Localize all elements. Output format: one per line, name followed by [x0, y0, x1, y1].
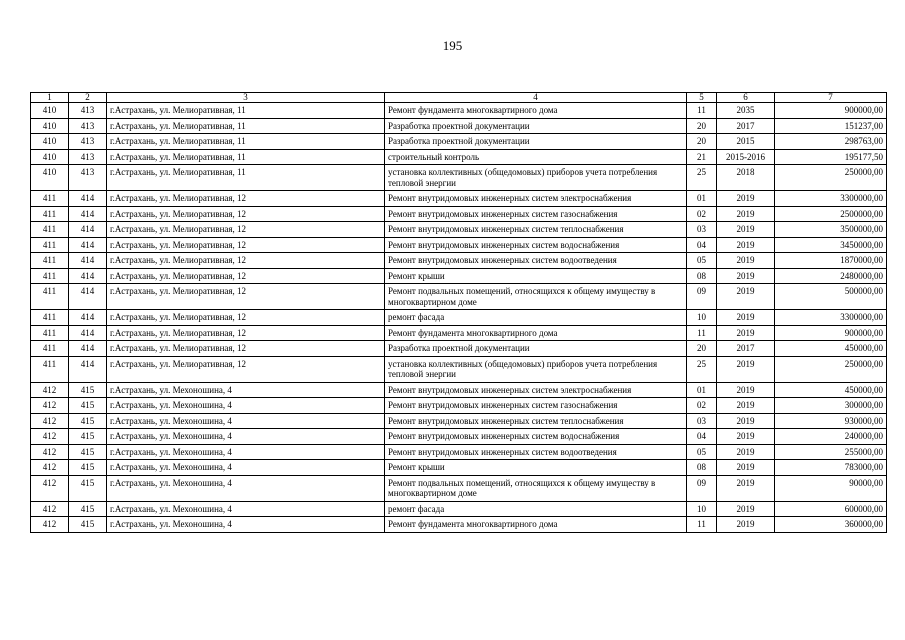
year-cell: 2019	[717, 237, 775, 253]
year-cell: 2019	[717, 413, 775, 429]
year-cell: 2017	[717, 341, 775, 357]
address-cell: г.Астрахань, ул. Мелиоративная, 12	[107, 222, 385, 238]
row-number-cell: 411	[31, 237, 69, 253]
house-number-cell: 413	[69, 103, 107, 119]
work-code-cell: 20	[687, 118, 717, 134]
year-cell: 2018	[717, 165, 775, 191]
year-cell: 2019	[717, 253, 775, 269]
work-type-cell: установка коллективных (общедомовых) приборов учета потребления тепловой энергии	[385, 356, 687, 382]
row-number-cell: 412	[31, 398, 69, 414]
work-type-cell: Ремонт внутридомовых инженерных систем водоснабжения	[385, 429, 687, 445]
address-cell: г.Астрахань, ул. Мехоношина, 4	[107, 413, 385, 429]
row-number-cell: 411	[31, 310, 69, 326]
amount-cell: 360000,00	[775, 517, 887, 533]
table-row	[31, 501, 887, 517]
year-cell: 2019	[717, 460, 775, 476]
table-row	[31, 284, 887, 310]
work-type-cell: Ремонт внутридомовых инженерных систем водоотведения	[385, 253, 687, 269]
work-type-cell: Ремонт крыши	[385, 268, 687, 284]
row-number-cell: 412	[31, 460, 69, 476]
work-type-cell: Ремонт внутридомовых инженерных систем газоснабжения	[385, 206, 687, 222]
table-row	[31, 475, 887, 501]
row-number-cell: 411	[31, 341, 69, 357]
address-cell: г.Астрахань, ул. Мехоношина, 4	[107, 398, 385, 414]
year-cell: 2019	[717, 356, 775, 382]
work-type-cell: Разработка проектной документации	[385, 134, 687, 150]
year-cell: 2019	[717, 429, 775, 445]
year-cell: 2019	[717, 475, 775, 501]
year-cell: 2019	[717, 191, 775, 207]
address-cell: г.Астрахань, ул. Мелиоративная, 11	[107, 134, 385, 150]
work-type-cell: Ремонт внутридомовых инженерных систем теплоснабжения	[385, 222, 687, 238]
address-cell: г.Астрахань, ул. Мелиоративная, 12	[107, 325, 385, 341]
table-row	[31, 429, 887, 445]
table-row	[31, 134, 887, 150]
year-cell: 2019	[717, 382, 775, 398]
amount-cell: 3450000,00	[775, 237, 887, 253]
amount-cell: 900000,00	[775, 103, 887, 119]
address-cell: г.Астрахань, ул. Мелиоративная, 11	[107, 103, 385, 119]
work-type-cell: Ремонт внутридомовых инженерных систем водоотведения	[385, 444, 687, 460]
work-code-cell: 10	[687, 310, 717, 326]
work-code-cell: 03	[687, 222, 717, 238]
amount-cell: 600000,00	[775, 501, 887, 517]
table-row	[31, 253, 887, 269]
amount-cell: 450000,00	[775, 341, 887, 357]
row-number-cell: 411	[31, 356, 69, 382]
row-number-cell: 412	[31, 413, 69, 429]
amount-cell: 783000,00	[775, 460, 887, 476]
house-number-cell: 414	[69, 253, 107, 269]
table-row	[31, 165, 887, 191]
amount-cell: 300000,00	[775, 398, 887, 414]
table-row	[31, 413, 887, 429]
work-code-cell: 08	[687, 460, 717, 476]
work-type-cell: Разработка проектной документации	[385, 341, 687, 357]
row-number-cell: 410	[31, 165, 69, 191]
address-cell: г.Астрахань, ул. Мелиоративная, 12	[107, 284, 385, 310]
year-cell: 2019	[717, 284, 775, 310]
address-cell: г.Астрахань, ул. Мелиоративная, 11	[107, 165, 385, 191]
house-number-cell: 415	[69, 429, 107, 445]
row-number-cell: 412	[31, 382, 69, 398]
amount-cell: 2500000,00	[775, 206, 887, 222]
work-code-cell: 11	[687, 325, 717, 341]
table-row	[31, 382, 887, 398]
amount-cell: 250000,00	[775, 165, 887, 191]
work-code-cell: 09	[687, 475, 717, 501]
house-number-cell: 415	[69, 517, 107, 533]
work-code-cell: 08	[687, 268, 717, 284]
work-code-cell: 05	[687, 444, 717, 460]
year-cell: 2017	[717, 118, 775, 134]
work-code-cell: 05	[687, 253, 717, 269]
row-number-cell: 411	[31, 284, 69, 310]
table-row	[31, 237, 887, 253]
amount-cell: 255000,00	[775, 444, 887, 460]
amount-cell: 195177,50	[775, 149, 887, 165]
work-code-cell: 11	[687, 517, 717, 533]
table-row	[31, 268, 887, 284]
row-number-cell: 410	[31, 149, 69, 165]
work-type-cell: ремонт фасада	[385, 310, 687, 326]
address-cell: г.Астрахань, ул. Мелиоративная, 12	[107, 253, 385, 269]
work-type-cell: строительный контроль	[385, 149, 687, 165]
work-code-cell: 21	[687, 149, 717, 165]
house-number-cell: 414	[69, 237, 107, 253]
row-number-cell: 410	[31, 118, 69, 134]
header-cell-6: 6	[717, 93, 775, 103]
address-cell: г.Астрахань, ул. Мехоношина, 4	[107, 429, 385, 445]
house-number-cell: 413	[69, 149, 107, 165]
house-number-cell: 414	[69, 325, 107, 341]
work-code-cell: 20	[687, 134, 717, 150]
house-number-cell: 415	[69, 398, 107, 414]
amount-cell: 250000,00	[775, 356, 887, 382]
address-cell: г.Астрахань, ул. Мелиоративная, 11	[107, 118, 385, 134]
work-type-cell: Ремонт внутридомовых инженерных систем водоснабжения	[385, 237, 687, 253]
year-cell: 2015	[717, 134, 775, 150]
header-cell-1: 1	[31, 93, 69, 103]
house-number-cell: 414	[69, 356, 107, 382]
work-type-cell: ремонт фасада	[385, 501, 687, 517]
table-row	[31, 310, 887, 326]
amount-cell: 3500000,00	[775, 222, 887, 238]
row-number-cell: 411	[31, 191, 69, 207]
work-code-cell: 04	[687, 429, 717, 445]
amount-cell: 930000,00	[775, 413, 887, 429]
house-number-cell: 415	[69, 475, 107, 501]
house-number-cell: 415	[69, 413, 107, 429]
row-number-cell: 412	[31, 501, 69, 517]
row-number-cell: 412	[31, 517, 69, 533]
row-number-cell: 411	[31, 325, 69, 341]
work-code-cell: 04	[687, 237, 717, 253]
address-cell: г.Астрахань, ул. Мелиоративная, 12	[107, 237, 385, 253]
table-row	[31, 341, 887, 357]
year-cell: 2019	[717, 268, 775, 284]
year-cell: 2019	[717, 325, 775, 341]
house-number-cell: 415	[69, 444, 107, 460]
row-number-cell: 412	[31, 444, 69, 460]
header-row	[31, 93, 887, 103]
table-row	[31, 149, 887, 165]
year-cell: 2019	[717, 206, 775, 222]
year-cell: 2019	[717, 444, 775, 460]
year-cell: 2019	[717, 310, 775, 326]
address-cell: г.Астрахань, ул. Мехоношина, 4	[107, 517, 385, 533]
work-code-cell: 11	[687, 103, 717, 119]
house-number-cell: 413	[69, 118, 107, 134]
table-row	[31, 460, 887, 476]
address-cell: г.Астрахань, ул. Мехоношина, 4	[107, 501, 385, 517]
table-row	[31, 356, 887, 382]
work-type-cell: Ремонт фундамента многоквартирного дома	[385, 517, 687, 533]
work-code-cell: 10	[687, 501, 717, 517]
header-cell-7: 7	[775, 93, 887, 103]
house-number-cell: 415	[69, 382, 107, 398]
table-row	[31, 206, 887, 222]
table-row	[31, 103, 887, 119]
work-code-cell: 20	[687, 341, 717, 357]
row-number-cell: 412	[31, 475, 69, 501]
work-code-cell: 02	[687, 398, 717, 414]
row-number-cell: 410	[31, 134, 69, 150]
address-cell: г.Астрахань, ул. Мехоношина, 4	[107, 444, 385, 460]
row-number-cell: 411	[31, 268, 69, 284]
address-cell: г.Астрахань, ул. Мехоношина, 4	[107, 475, 385, 501]
row-number-cell: 411	[31, 222, 69, 238]
table-row	[31, 398, 887, 414]
work-type-cell: Ремонт внутридомовых инженерных систем газоснабжения	[385, 398, 687, 414]
house-number-cell: 413	[69, 134, 107, 150]
row-number-cell: 411	[31, 206, 69, 222]
year-cell: 2019	[717, 222, 775, 238]
amount-cell: 450000,00	[775, 382, 887, 398]
row-number-cell: 411	[31, 253, 69, 269]
address-cell: г.Астрахань, ул. Мелиоративная, 12	[107, 341, 385, 357]
amount-cell: 240000,00	[775, 429, 887, 445]
table-row	[31, 191, 887, 207]
house-number-cell: 414	[69, 222, 107, 238]
year-cell: 2019	[717, 517, 775, 533]
house-number-cell: 414	[69, 341, 107, 357]
work-type-cell: установка коллективных (общедомовых) приборов учета потребления тепловой энергии	[385, 165, 687, 191]
work-code-cell: 01	[687, 191, 717, 207]
row-number-cell: 412	[31, 429, 69, 445]
address-cell: г.Астрахань, ул. Мелиоративная, 12	[107, 191, 385, 207]
table-row	[31, 325, 887, 341]
amount-cell: 900000,00	[775, 325, 887, 341]
year-cell: 2019	[717, 398, 775, 414]
address-cell: г.Астрахань, ул. Мелиоративная, 12	[107, 206, 385, 222]
amount-cell: 500000,00	[775, 284, 887, 310]
address-cell: г.Астрахань, ул. Мелиоративная, 12	[107, 356, 385, 382]
work-type-cell: Ремонт внутридомовых инженерных систем электроснабжения	[385, 382, 687, 398]
amount-cell: 3300000,00	[775, 191, 887, 207]
header-cell-3: 3	[107, 93, 385, 103]
house-number-cell: 414	[69, 206, 107, 222]
work-type-cell: Ремонт подвальных помещений, относящихся к общему имуществу в многоквартирном доме	[385, 284, 687, 310]
header-cell-2: 2	[69, 93, 107, 103]
work-type-cell: Ремонт внутридомовых инженерных систем теплоснабжения	[385, 413, 687, 429]
address-cell: г.Астрахань, ул. Мелиоративная, 11	[107, 149, 385, 165]
work-type-cell: Ремонт крыши	[385, 460, 687, 476]
row-number-cell: 410	[31, 103, 69, 119]
amount-cell: 151237,00	[775, 118, 887, 134]
table-row	[31, 222, 887, 238]
year-cell: 2015-2016	[717, 149, 775, 165]
table-row	[31, 118, 887, 134]
work-type-cell: Ремонт фундамента многоквартирного дома	[385, 103, 687, 119]
work-type-cell: Ремонт подвальных помещений, относящихся к общему имуществу в многоквартирном доме	[385, 475, 687, 501]
amount-cell: 298763,00	[775, 134, 887, 150]
work-code-cell: 25	[687, 356, 717, 382]
header-cell-5: 5	[687, 93, 717, 103]
table-row	[31, 444, 887, 460]
works-table	[30, 92, 887, 533]
house-number-cell: 415	[69, 501, 107, 517]
work-type-cell: Ремонт фундамента многоквартирного дома	[385, 325, 687, 341]
amount-cell: 2480000,00	[775, 268, 887, 284]
address-cell: г.Астрахань, ул. Мелиоративная, 12	[107, 268, 385, 284]
year-cell: 2035	[717, 103, 775, 119]
work-code-cell: 01	[687, 382, 717, 398]
work-code-cell: 25	[687, 165, 717, 191]
address-cell: г.Астрахань, ул. Мехоношина, 4	[107, 382, 385, 398]
year-cell: 2019	[717, 501, 775, 517]
work-code-cell: 02	[687, 206, 717, 222]
work-code-cell: 03	[687, 413, 717, 429]
work-type-cell: Разработка проектной документации	[385, 118, 687, 134]
header-cell-4: 4	[385, 93, 687, 103]
address-cell: г.Астрахань, ул. Мехоношина, 4	[107, 460, 385, 476]
amount-cell: 1870000,00	[775, 253, 887, 269]
house-number-cell: 414	[69, 284, 107, 310]
address-cell: г.Астрахань, ул. Мелиоративная, 12	[107, 310, 385, 326]
house-number-cell: 415	[69, 460, 107, 476]
amount-cell: 3300000,00	[775, 310, 887, 326]
house-number-cell: 414	[69, 268, 107, 284]
house-number-cell: 414	[69, 191, 107, 207]
house-number-cell: 413	[69, 165, 107, 191]
table-row	[31, 517, 887, 533]
work-type-cell: Ремонт внутридомовых инженерных систем электроснабжения	[385, 191, 687, 207]
work-code-cell: 09	[687, 284, 717, 310]
amount-cell: 90000,00	[775, 475, 887, 501]
page-number: 195	[442, 38, 463, 53]
house-number-cell: 414	[69, 310, 107, 326]
